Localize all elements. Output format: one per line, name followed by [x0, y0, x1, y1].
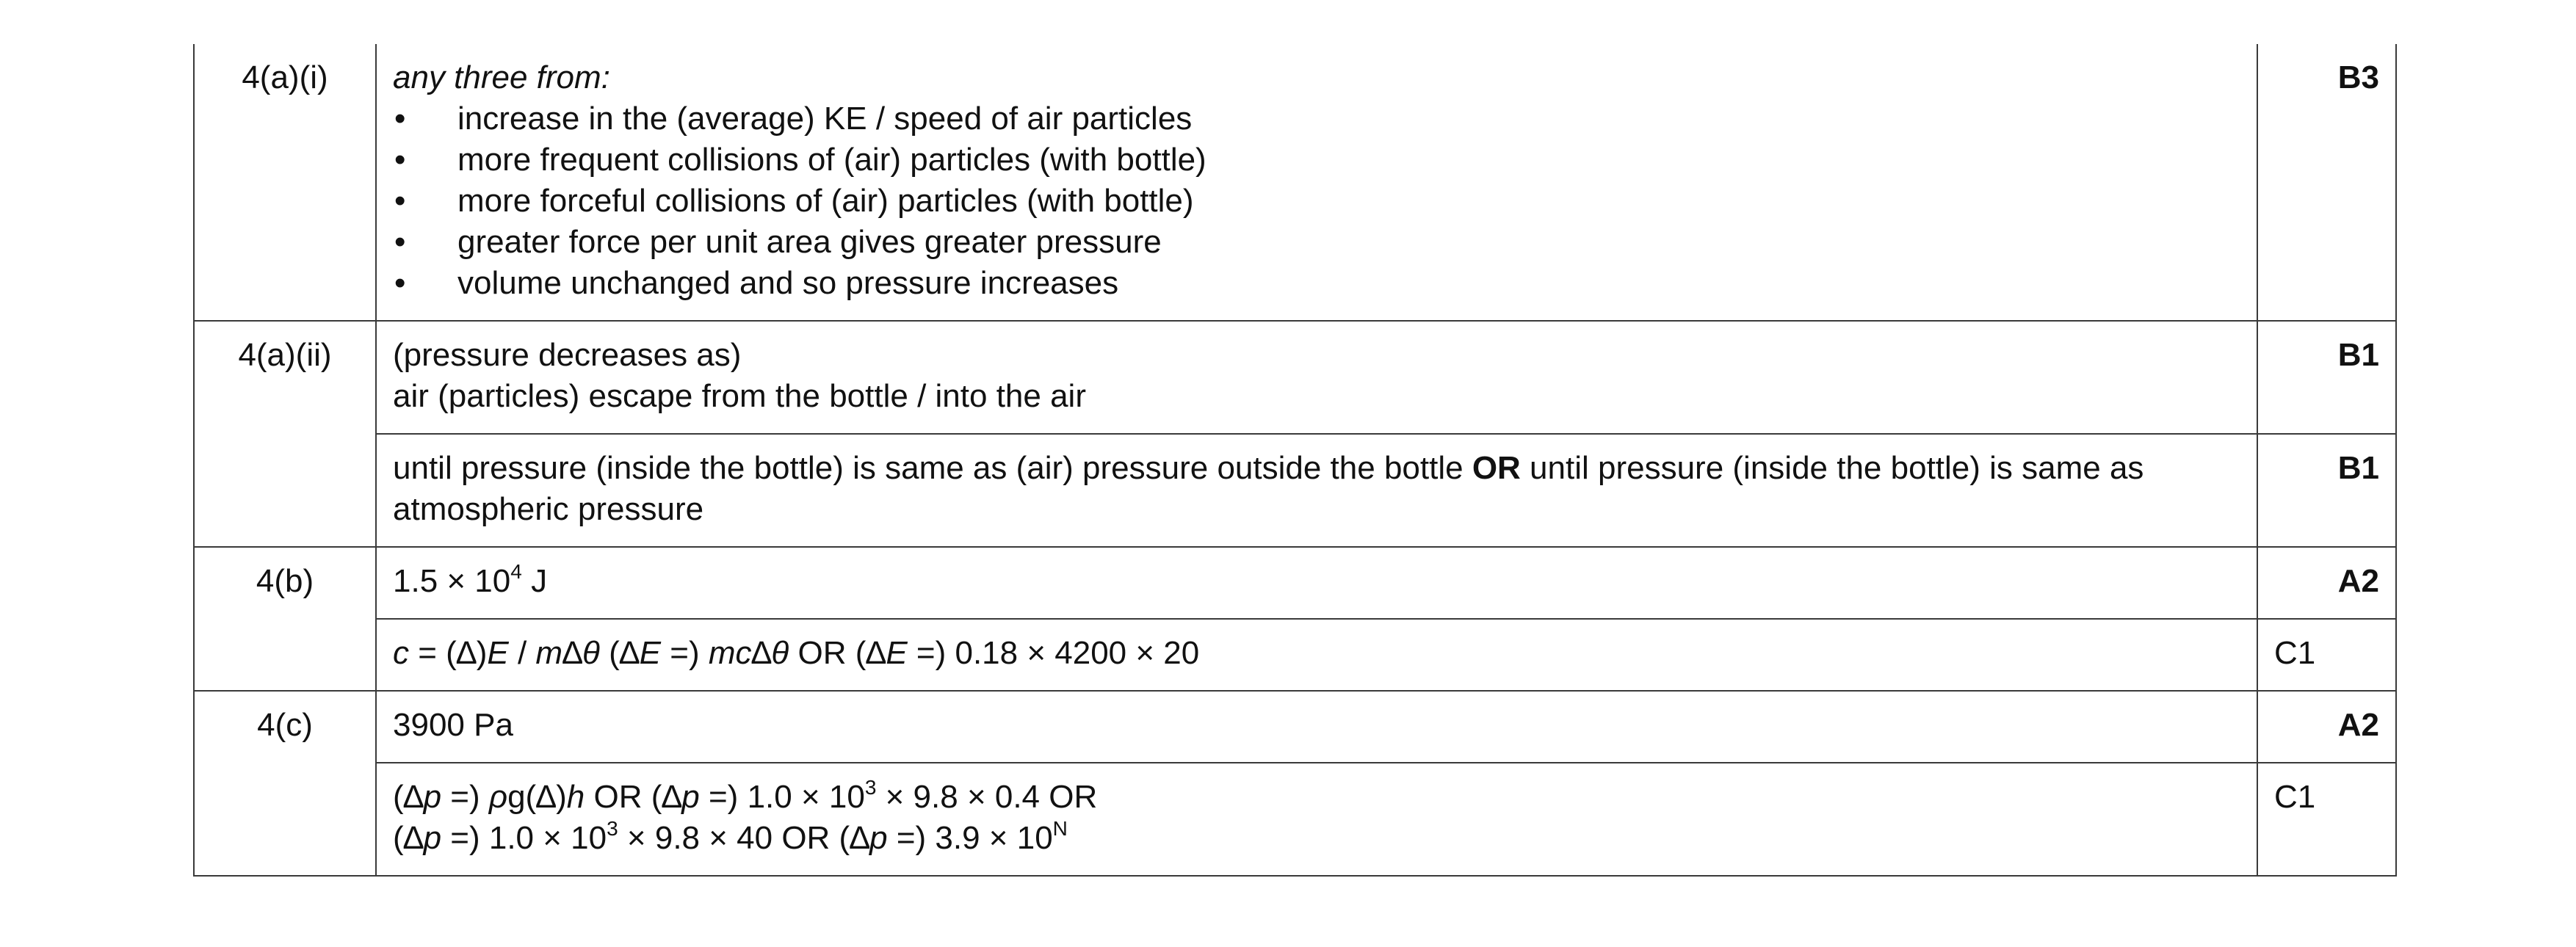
exponent: 3 — [864, 776, 877, 799]
mark-label: C1 — [2257, 619, 2396, 691]
point-text: volume unchanged and so pressure increases — [457, 265, 1119, 301]
exponent: 3 — [607, 817, 618, 841]
working-cell — [376, 763, 2257, 876]
symbol: E — [886, 635, 908, 671]
bullet-icon: • — [394, 101, 406, 137]
point-text: more frequent collisions of (air) particles (with bottle) — [457, 142, 1206, 178]
working-line — [393, 777, 2240, 818]
working-text: × 9.8 × 40 OR (∆ — [618, 820, 870, 856]
bullet-icon: • — [394, 183, 406, 219]
mark-label: B1 — [2257, 321, 2396, 434]
point-text: more forceful collisions of (air) particles (with bottle) — [457, 183, 1194, 219]
symbol: θ — [771, 635, 789, 671]
answer-cell: 3900 Pa — [376, 691, 2257, 763]
bullet-icon: • — [394, 265, 406, 301]
symbol: p — [423, 820, 442, 856]
question-number: 4(a)(i) — [194, 44, 376, 321]
question-number: 4(b) — [194, 547, 376, 691]
list-item — [393, 181, 2240, 222]
symbol: ρ — [488, 779, 508, 815]
symbol: p — [681, 779, 700, 815]
working-text: =) 1.0 × 10 — [441, 820, 607, 856]
working-text: × 9.8 × 0.4 OR — [876, 779, 1098, 815]
question-number: 4(c) — [194, 691, 376, 876]
symbol: p — [423, 779, 442, 815]
working-text: =) — [661, 635, 709, 671]
answer-value: 1.5 × 10 — [393, 563, 511, 599]
point-text: increase in the (average) KE / speed of air particles — [457, 101, 1193, 137]
symbol: m — [535, 635, 563, 671]
working-text: g(∆) — [507, 779, 567, 815]
answer-line: (pressure decreases as) — [393, 337, 742, 373]
working-text: =) 3.9 × 10 — [887, 820, 1053, 856]
list-item — [393, 139, 2240, 181]
answer-cell — [376, 434, 2257, 547]
answer-line: air (particles) escape from the bottle / into the air — [393, 378, 1086, 414]
table-row-4aii-second — [194, 434, 2396, 547]
working-text: (∆ — [393, 779, 424, 815]
symbol: E — [639, 635, 662, 671]
table-row-4c-answer — [194, 691, 2396, 763]
table-row-4aii-first — [194, 321, 2396, 434]
working-text: ∆ — [562, 635, 582, 671]
symbol: mc — [708, 635, 752, 671]
mark-label: C1 — [2257, 763, 2396, 876]
answer-cell — [376, 321, 2257, 434]
exponent: N — [1052, 817, 1068, 841]
question-number: 4(a)(ii) — [194, 321, 376, 547]
working-text: = (∆) — [409, 635, 488, 671]
table-row-4b-working — [194, 619, 2396, 691]
symbol: h — [566, 779, 585, 815]
table-row-4c-working — [194, 763, 2396, 876]
working-text: / — [508, 635, 536, 671]
table-row-4ai — [194, 44, 2396, 321]
answer-exponent: 4 — [510, 560, 522, 584]
list-item — [393, 222, 2240, 263]
working-text: OR (∆ — [585, 779, 682, 815]
working-text: =) 1.0 × 10 — [699, 779, 865, 815]
or-keyword: OR — [1472, 450, 1521, 486]
working-cell — [376, 619, 2257, 691]
bullet-icon: • — [394, 224, 406, 260]
bullet-icon: • — [394, 142, 406, 178]
answer-text: until pressure (inside the bottle) is same as (air) pressure outside the bottle — [393, 450, 1472, 486]
working-line — [393, 818, 2240, 859]
answer-unit: J — [521, 563, 548, 599]
mark-scheme-table — [193, 44, 2397, 877]
mark-label: B1 — [2257, 434, 2396, 547]
symbol: E — [487, 635, 509, 671]
mark-label: A2 — [2257, 691, 2396, 763]
point-text: greater force per unit area gives greater pressure — [457, 224, 1162, 260]
working-text: (∆ — [599, 635, 640, 671]
list-item — [393, 263, 2240, 304]
list-item — [393, 98, 2240, 139]
symbol: θ — [582, 635, 600, 671]
answer-text: until pressure (inside the bottle) is same as atmospheric pressure — [393, 450, 2144, 527]
working-text: OR (∆ — [789, 635, 886, 671]
answer-cell — [376, 547, 2257, 619]
working-text: ∆ — [751, 635, 772, 671]
working-text: (∆ — [393, 820, 424, 856]
table-row-4b-answer — [194, 547, 2396, 619]
working-text: =) 0.18 × 4200 × 20 — [907, 635, 1200, 671]
answer-points-list — [393, 98, 2240, 304]
answer-cell — [376, 44, 2257, 321]
symbol: p — [869, 820, 888, 856]
mark-label: A2 — [2257, 547, 2396, 619]
answer-intro: any three from: — [393, 59, 610, 95]
working-text: =) — [441, 779, 489, 815]
symbol: c — [393, 635, 409, 671]
mark-label: B3 — [2257, 44, 2396, 321]
